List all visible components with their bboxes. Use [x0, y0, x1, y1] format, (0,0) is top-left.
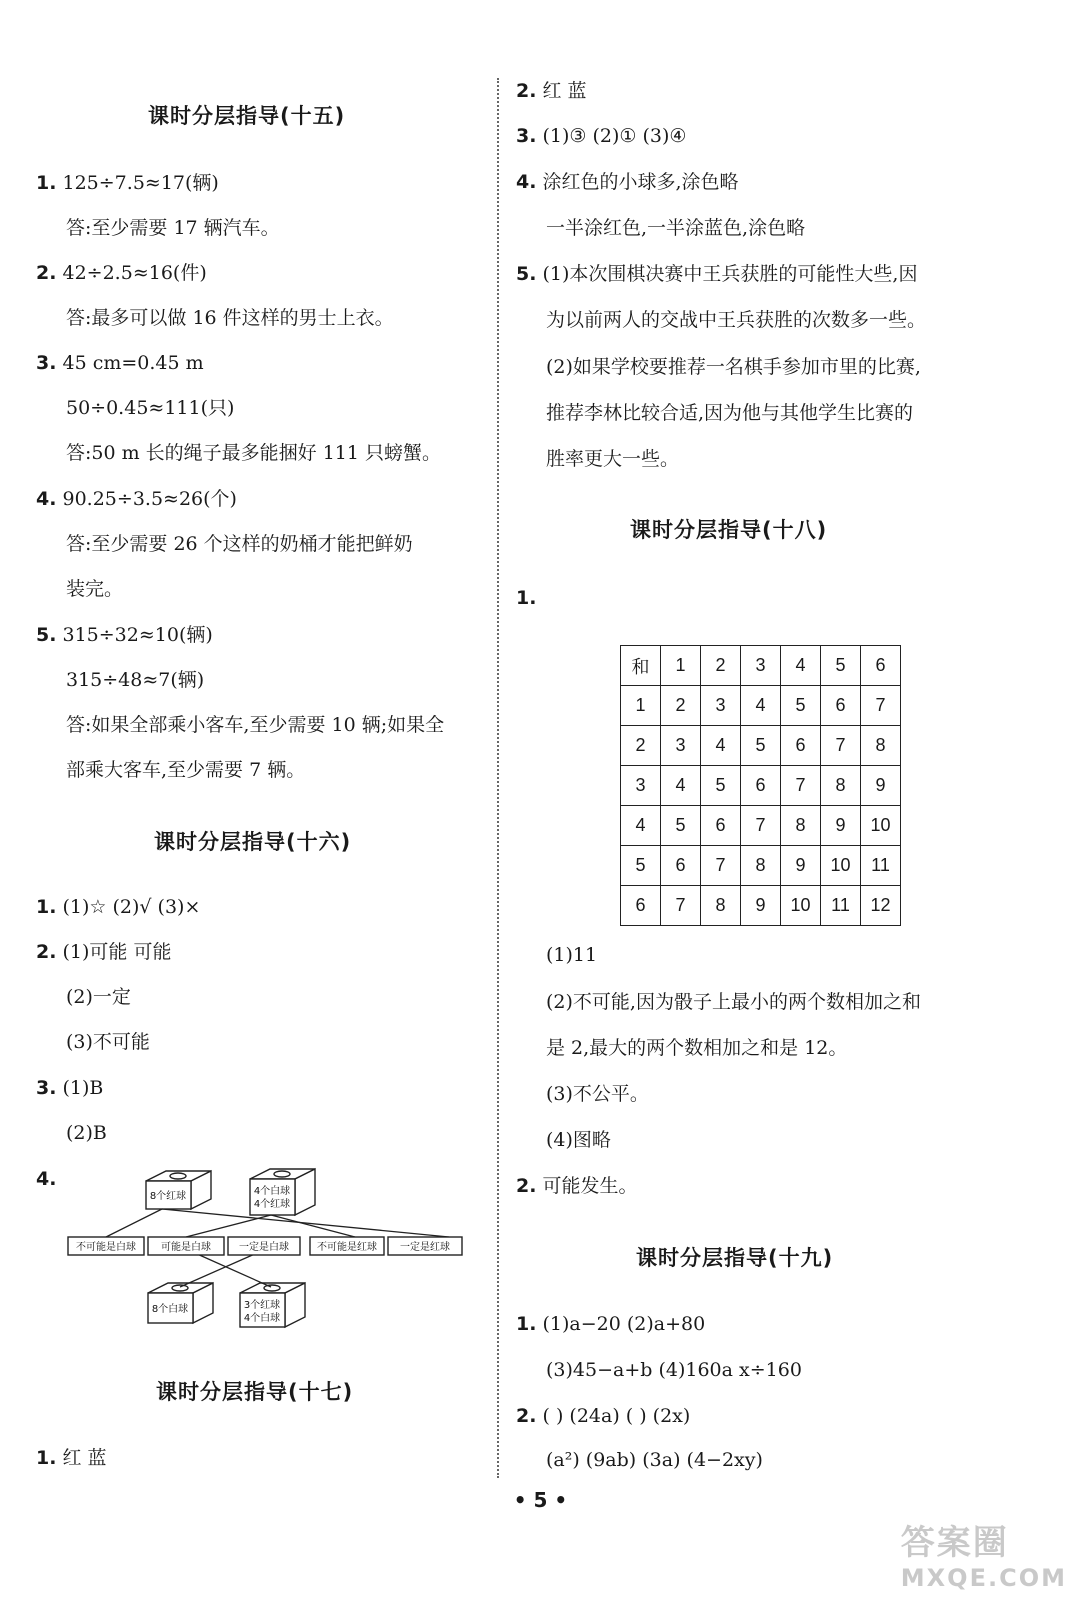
ball-box-matching-diagram	[66, 1165, 486, 1335]
q19-2b: (a²) (9ab) (3a) (4−2xy)	[546, 1449, 763, 1471]
table-row	[621, 726, 901, 766]
table-cell: 7	[781, 766, 821, 806]
q17-5a: 5. (1)本次围棋决赛中王兵获胜的可能性大些,因	[516, 263, 918, 285]
box-4-white-label: 4个白球	[253, 1186, 291, 1197]
q16-3b: (2)B	[66, 1122, 107, 1144]
table-row	[621, 766, 901, 806]
box-8-red-label: 8个红球	[149, 1191, 187, 1202]
column-divider	[497, 78, 499, 1478]
q15-2-answer: 答:最多可以做 16 件这样的男士上衣。	[66, 307, 394, 329]
q16-2a: 2. (1)可能 可能	[36, 941, 172, 963]
table-cell: 5	[781, 686, 821, 726]
q18-1d: (3)不公平。	[546, 1083, 649, 1105]
q18-1a: (1)11	[546, 944, 598, 966]
box-8-white	[148, 1283, 213, 1323]
table-cell: 10	[861, 806, 901, 846]
q15-4-answer-2: 装完。	[66, 578, 124, 600]
table-header-cell: 4	[621, 806, 661, 846]
q15-4-answer: 答:至少需要 26 个这样的奶桶才能把鲜奶	[66, 533, 413, 555]
table-cell: 3	[661, 726, 701, 766]
table-cell: 8	[781, 806, 821, 846]
q17-4b: 一半涂红色,一半涂蓝色,涂色略	[546, 217, 806, 239]
table-cell: 11	[861, 846, 901, 886]
q15-5-equation: 5. 315÷32≈10(辆)	[36, 624, 213, 646]
section-19-title: 课时分层指导(十九)	[636, 1246, 834, 1270]
table-header-cell: 2	[621, 726, 661, 766]
q15-5-equation-2: 315÷48≈7(辆)	[66, 669, 205, 691]
q16-1: 1. (1)☆ (2)√ (3)×	[36, 896, 201, 918]
table-header-cell: 6	[621, 886, 661, 926]
table-cell: 9	[861, 766, 901, 806]
label-not-white: 不可能是白球	[76, 1242, 136, 1253]
table-cell: 10	[821, 846, 861, 886]
q15-3-equation-2: 50÷0.45≈111(只)	[66, 397, 235, 419]
q17-5b: 为以前两人的交战中王兵获胜的次数多一些。	[546, 309, 927, 331]
q17-1: 1. 红 蓝	[36, 1447, 107, 1469]
section-15-title: 课时分层指导(十五)	[148, 104, 346, 128]
q15-2-equation: 2. 42÷2.5≈16(件)	[36, 262, 207, 284]
q17-5d: 推荐李林比较合适,因为他与其他学生比赛的	[546, 402, 914, 424]
table-cell: 8	[861, 726, 901, 766]
table-cell: 7	[741, 806, 781, 846]
table-cell: 3	[701, 686, 741, 726]
table-row	[621, 886, 901, 926]
table-header-cell: 和	[621, 646, 661, 686]
table-cell: 6	[781, 726, 821, 766]
table-cell: 10	[781, 886, 821, 926]
q15-1-answer: 答:至少需要 17 辆汽车。	[66, 217, 280, 239]
q16-2c: (3)不可能	[66, 1031, 150, 1053]
section-17-title: 课时分层指导(十七)	[156, 1380, 354, 1404]
table-cell: 9	[781, 846, 821, 886]
q15-3-equation: 3. 45 cm=0.45 m	[36, 352, 204, 374]
page-number: • 5 •	[513, 1488, 568, 1512]
table-cell: 6	[741, 766, 781, 806]
label-surely-white: 一定是白球	[239, 1242, 289, 1253]
q17-3: 3. (1)③ (2)① (3)④	[516, 125, 687, 147]
table-cell: 5	[661, 806, 701, 846]
table-row	[621, 646, 901, 686]
box-3-red-label: 3个红球	[243, 1300, 281, 1311]
q18-1c: 是 2,最大的两个数相加之和是 12。	[546, 1037, 848, 1059]
table-cell: 6	[701, 806, 741, 846]
q18-2: 2. 可能发生。	[516, 1175, 638, 1197]
box-4-white-2-label: 4个白球	[243, 1313, 281, 1324]
table-cell: 9	[741, 886, 781, 926]
q19-2a: 2. ( ) (24a) ( ) (2x)	[516, 1405, 691, 1427]
q15-5-answer: 答:如果全部乘小客车,至少需要 10 辆;如果全	[66, 714, 445, 736]
table-row	[621, 806, 901, 846]
q18-1-number: 1.	[516, 587, 537, 609]
table-header-cell: 4	[781, 646, 821, 686]
table-header-cell: 6	[861, 646, 901, 686]
table-header-cell: 1	[661, 646, 701, 686]
table-cell: 4	[701, 726, 741, 766]
box-4-red-label: 4个红球	[253, 1199, 291, 1210]
q18-1b: (2)不可能,因为骰子上最小的两个数相加之和	[546, 991, 921, 1013]
table-row	[621, 686, 901, 726]
table-cell: 8	[821, 766, 861, 806]
section-16-title: 课时分层指导(十六)	[154, 830, 352, 854]
q15-3-answer: 答:50 m 长的绳子最多能捆好 111 只螃蟹。	[66, 442, 442, 464]
table-cell: 7	[821, 726, 861, 766]
table-cell: 6	[661, 846, 701, 886]
q17-2: 2. 红 蓝	[516, 80, 587, 102]
table-cell: 6	[821, 686, 861, 726]
table-header-cell: 5	[621, 846, 661, 886]
table-cell: 4	[661, 766, 701, 806]
table-cell: 11	[821, 886, 861, 926]
section-18-title: 课时分层指导(十八)	[630, 518, 828, 542]
watermark-logo-text: 答案圈	[900, 1523, 1009, 1563]
label-not-red: 不可能是红球	[317, 1242, 377, 1253]
table-header-cell: 5	[821, 646, 861, 686]
table-cell: 5	[741, 726, 781, 766]
box-8-white-label: 8个白球	[151, 1304, 189, 1315]
table-cell: 12	[861, 886, 901, 926]
dice-sum-table	[620, 645, 901, 926]
watermark-url: MXQE.COM	[900, 1564, 1067, 1592]
table-cell: 7	[661, 886, 701, 926]
q19-1a: 1. (1)a−20 (2)a+80	[516, 1313, 706, 1335]
table-header-cell: 3	[741, 646, 781, 686]
label-maybe-white: 可能是白球	[161, 1242, 211, 1253]
table-header-cell: 1	[621, 686, 661, 726]
table-cell: 7	[861, 686, 901, 726]
table-row	[621, 846, 901, 886]
q17-5e: 胜率更大一些。	[546, 448, 680, 470]
q19-1b: (3)45−a+b (4)160a x÷160	[546, 1359, 802, 1381]
table-cell: 8	[741, 846, 781, 886]
table-header-cell: 3	[621, 766, 661, 806]
q15-1-equation: 1. 125÷7.5≈17(辆)	[36, 172, 219, 194]
box-8-red	[146, 1171, 211, 1209]
q16-4-number: 4.	[36, 1168, 57, 1190]
table-cell: 7	[701, 846, 741, 886]
table-cell: 8	[701, 886, 741, 926]
watermark	[901, 1515, 1067, 1592]
q16-2b: (2)一定	[66, 986, 131, 1008]
q15-5-answer-2: 部乘大客车,至少需要 7 辆。	[66, 759, 306, 781]
table-cell: 2	[661, 686, 701, 726]
q16-3a: 3. (1)B	[36, 1077, 104, 1099]
table-header-cell: 2	[701, 646, 741, 686]
q17-5c: (2)如果学校要推荐一名棋手参加市里的比赛,	[546, 356, 921, 378]
label-surely-red: 一定是红球	[400, 1242, 450, 1253]
q17-4a: 4. 涂红色的小球多,涂色略	[516, 171, 739, 193]
table-cell: 5	[701, 766, 741, 806]
table-cell: 9	[821, 806, 861, 846]
q15-4-equation: 4. 90.25÷3.5≈26(个)	[36, 488, 237, 510]
table-cell: 4	[741, 686, 781, 726]
q18-1e: (4)图略	[546, 1129, 611, 1151]
